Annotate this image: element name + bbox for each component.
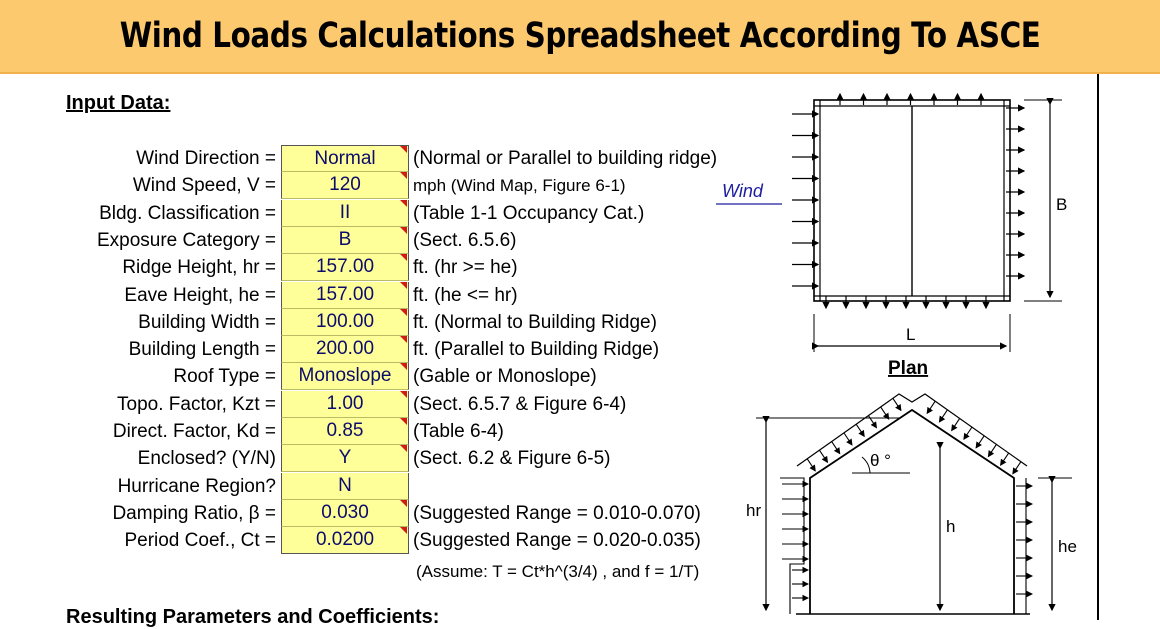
input-note: ft. (Normal to Building Ridge) xyxy=(413,311,657,333)
input-note: (Sect. 6.5.7 & Figure 6-4) xyxy=(413,393,627,415)
assumption-note: (Assume: T = Ct*h^(3/4) , and f = 1/T) xyxy=(416,562,700,581)
dim-B-label: B xyxy=(1056,195,1068,214)
input-label: Damping Ratio, β = xyxy=(112,502,276,524)
input-row xyxy=(0,500,760,527)
roof-arrow-right xyxy=(952,418,960,430)
input-value: Y xyxy=(338,447,352,469)
input-value-cell[interactable] xyxy=(281,227,409,254)
dim-h-label: h xyxy=(946,517,956,536)
input-value: 0.85 xyxy=(326,420,364,441)
angle-label: θ ° xyxy=(870,451,891,470)
roof-arrow-left xyxy=(893,398,901,410)
input-label: Topo. Factor, Kzt = xyxy=(117,393,276,415)
title-banner xyxy=(0,0,1160,74)
input-value-cell[interactable] xyxy=(281,200,409,227)
input-value-cell[interactable] xyxy=(281,145,409,172)
dim-he-label: he xyxy=(1058,537,1077,556)
input-row xyxy=(0,282,760,309)
input-row xyxy=(0,145,760,172)
input-note: mph (Wind Map, Figure 6-1) xyxy=(413,176,626,196)
input-value-cell[interactable] xyxy=(281,282,409,309)
input-value-cell[interactable] xyxy=(281,254,409,281)
comment-indicator-icon[interactable] xyxy=(400,146,407,153)
plan-label: Plan xyxy=(888,358,929,379)
comment-indicator-icon[interactable] xyxy=(400,391,407,398)
roof-arrow-right xyxy=(964,427,972,439)
input-row xyxy=(0,200,760,227)
input-label: Period Coef., Ct = xyxy=(124,530,276,552)
roof-arrow-left xyxy=(881,407,889,419)
comment-indicator-icon[interactable] xyxy=(400,172,407,179)
comment-indicator-icon[interactable] xyxy=(400,500,407,507)
roof-arrow-right xyxy=(988,444,996,456)
input-label: Wind Speed, V = xyxy=(132,175,276,197)
input-label: Hurricane Region? xyxy=(117,475,276,497)
input-label: Building Width = xyxy=(138,311,276,333)
input-value-cell[interactable] xyxy=(281,418,409,445)
comment-indicator-icon[interactable] xyxy=(400,418,407,425)
roof-arrow-right xyxy=(976,436,984,448)
input-row xyxy=(0,309,760,336)
building-section xyxy=(810,410,1014,614)
input-row xyxy=(0,527,760,554)
comment-indicator-icon[interactable] xyxy=(400,363,407,370)
input-label: Eave Height, he = xyxy=(124,284,276,306)
input-note: (Normal or Parallel to building ridge) xyxy=(413,148,718,169)
input-value: N xyxy=(338,474,352,496)
input-label: Ridge Height, hr = xyxy=(122,257,276,279)
input-note: (Sect. 6.2 & Figure 6-5) xyxy=(413,448,611,470)
input-note: ft. (he <= hr) xyxy=(413,284,518,306)
input-note: (Gable or Monoslope) xyxy=(413,366,597,388)
input-note: (Sect. 6.5.6) xyxy=(413,229,517,251)
input-value-cell[interactable] xyxy=(281,473,409,500)
input-note: (Suggested Range = 0.020-0.035) xyxy=(413,530,701,552)
input-row xyxy=(0,391,760,418)
comment-indicator-icon[interactable] xyxy=(400,254,407,261)
comment-indicator-icon[interactable] xyxy=(400,336,407,343)
input-row xyxy=(0,336,760,363)
input-row xyxy=(0,254,760,281)
input-value-cell[interactable] xyxy=(281,363,409,390)
comment-indicator-icon[interactable] xyxy=(400,445,407,452)
roof-arrow-right xyxy=(1001,453,1009,465)
input-value: 200.00 xyxy=(315,338,375,360)
roof-arrow-right xyxy=(939,410,947,422)
plan-view xyxy=(716,94,1067,379)
wind-label: Wind xyxy=(722,181,763,201)
input-value: 0.0200 xyxy=(315,529,375,551)
input-value: Normal xyxy=(314,148,376,169)
input-value: 100.00 xyxy=(315,310,375,332)
results-heading: Resulting Parameters and Coefficients: xyxy=(66,606,440,628)
input-value-cell[interactable] xyxy=(281,445,409,472)
roof-arrow-left xyxy=(807,459,815,471)
input-row xyxy=(0,172,760,199)
building-diagram xyxy=(700,74,1100,620)
roof-arrow-left xyxy=(819,450,827,462)
dim-hr-label: hr xyxy=(746,501,762,520)
input-label: Roof Type = xyxy=(173,366,276,388)
input-label: Direct. Factor, Kd = xyxy=(112,421,276,442)
input-value-cell[interactable] xyxy=(281,336,409,363)
input-row xyxy=(0,418,760,445)
input-value-cell[interactable] xyxy=(281,527,409,554)
input-row xyxy=(0,445,760,472)
comment-indicator-icon[interactable] xyxy=(400,282,407,289)
input-note: ft. (hr >= he) xyxy=(413,257,518,279)
dim-L-label: L xyxy=(906,325,916,344)
input-value: II xyxy=(339,201,351,223)
input-value: 120 xyxy=(329,174,361,196)
input-value: Monoslope xyxy=(298,365,392,387)
comment-indicator-icon[interactable] xyxy=(400,309,407,316)
input-note: ft. (Parallel to Building Ridge) xyxy=(413,339,660,361)
input-label: Wind Direction = xyxy=(136,148,276,169)
input-note: (Table 1-1 Occupancy Cat.) xyxy=(413,202,645,224)
roof-arrow-left xyxy=(868,416,876,428)
roof-arrow-left xyxy=(856,424,864,436)
comment-indicator-icon[interactable] xyxy=(400,527,407,534)
comment-indicator-icon[interactable] xyxy=(400,200,407,207)
input-value: 157.00 xyxy=(315,256,375,278)
input-row xyxy=(0,363,760,390)
input-value: B xyxy=(338,228,352,250)
elevation-view xyxy=(746,394,1077,614)
roof-arrow-right xyxy=(1013,462,1021,474)
page-title: Wind Loads Calculations Spreadsheet According To ASCE xyxy=(119,16,1041,56)
roof-arrow-left xyxy=(832,442,840,454)
input-label: Enclosed? (Y/N) xyxy=(137,448,276,470)
roof-arrow-left xyxy=(844,433,852,445)
roof-arrow-right xyxy=(927,401,935,413)
input-value: 157.00 xyxy=(315,283,375,305)
input-label: Exposure Category = xyxy=(96,229,276,251)
input-value-cell[interactable] xyxy=(281,172,409,199)
plan-wind-arrows xyxy=(792,94,1024,308)
input-value: 1.00 xyxy=(326,392,364,414)
input-label: Bldg. Classification = xyxy=(99,202,276,224)
comment-indicator-icon[interactable] xyxy=(400,227,407,234)
input-row xyxy=(0,473,760,500)
input-row xyxy=(0,227,760,254)
input-label: Building Length = xyxy=(128,339,276,361)
input-note: (Table 6-4) xyxy=(413,421,504,442)
input-value: 0.030 xyxy=(321,501,369,523)
input-value-cell[interactable] xyxy=(281,309,409,336)
input-value-cell[interactable] xyxy=(281,500,409,527)
input-data-heading: Input Data: xyxy=(66,92,171,114)
input-value-cell[interactable] xyxy=(281,391,409,418)
input-note: (Suggested Range = 0.010-0.070) xyxy=(413,502,701,524)
